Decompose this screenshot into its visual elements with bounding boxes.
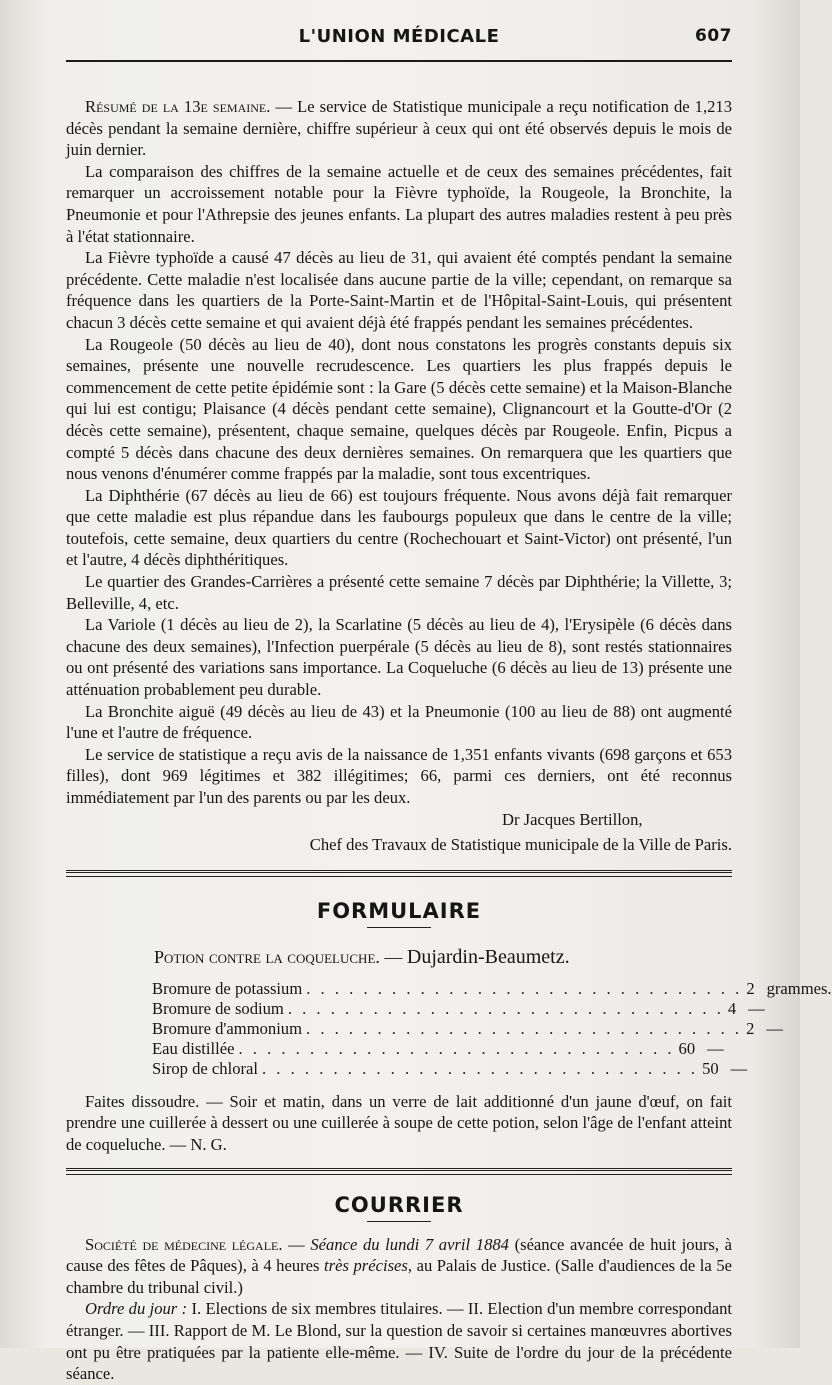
statistique-paragraph: Le service de statistique a reçu avis de la naissance de 1,351 enfants vivants (698 garçons et 653 filles), dont 969 légitimes et 382 illégitimes; 66, parmi ces derniers, ont été reconnus immédiatement par l'un des parents ou par les deux. [66,744,732,807]
ingredient-row: Bromure d'ammonium . . . . . . . . . . . . . . . . . . . . . . . . . . . . . . . 2 — [152,1018,783,1038]
courrier-section [66,1234,732,1385]
ingredient-row: Bromure de sodium . . . . . . . . . . . . . . . . . . . . . . . . . . . . . . . 4 — [152,998,765,1018]
formulaire-title: FORMULAIRE [316,898,482,923]
statistique-paragraph: Le quartier des Grandes-Carrières a présenté cette semaine 7 décès par Diphthérie; la Villette, 3; Belleville, 4, etc. [66,572,732,613]
recipe-title: Potion contre la coqueluche. — Dujardin-Beaumetz. [154,945,570,968]
statistique-paragraph: La comparaison des chiffres de la semaine actuelle et de ceux des semaines précédentes, fait remarquer un accroissement notable pour la Fièvre typhoïde, la Rougeole, la Bronchite, la Pneumonie et pour l'Athrepsie des jeunes enfants. La plupart des autres maladies restent à peu près à l'état stationnaire. [66,161,732,246]
courrier-paragraph: Société de médecine légale. — Séance du lundi 7 avril 1884 (séance avancée de huit jours, à cause des fêtes de Pâques), à 4 heures très précises, au Palais de Justice. (Salle d'audiences de la 5e chambre du tribunal civil.) [66,1234,733,1297]
title-underline [367,1221,431,1222]
statistique-paragraph: La Diphthérie (67 décès au lieu de 66) est toujours fréquente. Nous avons déjà fait remarquer que cette maladie est plus répandue dans les faubourgs populeux que dans le centre de la ville; toutefois, cette semaine, deux quartiers du centre (Rochechouart et Saint-Victor) ont présenté, l'un et l'autre, 4 décès diphthéritiques. [66,485,732,570]
society-name: Société de médecine légale. [85,1234,283,1254]
courrier-title: COURRIER [334,1192,464,1217]
recipe-author: Dujardin-Beaumetz. [406,945,570,968]
page-number: 607 [695,26,732,46]
statistique-lead-label: Résumé de la 13e semaine. [85,97,271,116]
statistique-paragraph: La Variole (1 décès au lieu de 2), la Scarlatine (5 décès au lieu de 4), l'Erysipèle (6 décès dans chacune des deux semaines), l'Infection puerpérale (5 décès au lieu de 8), sont restés stationnaires ou ont présenté des variations sans importance. La Coqueluche (6 décès au lieu de 13) présente une atténuation probablement peu durable. [66,615,732,700]
signature-name: Dr Jacques Bertillon, [502,809,643,829]
statistique-paragraph: La Fièvre typhoïde a causé 47 décès au lieu de 31, qui avaient été comptés pendant la semaine précédente. Cette maladie n'est localisée dans aucune partie de la ville; cependant, on remarque sa fréquence dans les quartiers de la Porte-Saint-Martin et de l'Hôpital-Saint-Louis, qui présentent chacun 3 décès cette semaine et qui avaient déjà été frappés pendant les semaines précédentes. [66,248,732,332]
ordre-du-jour: Ordre du jour : I. Elections de six membres titulaires. — II. Election d'un membre correspondant étranger. — III. Rapport de M. Le Blond, sur la question de savoir si certaines manœuvres abortives ont pu être pratiquées par la patiente elle-même. — IV. Suite de l'ordre du jour de la précédente séance. [66,1299,732,1384]
statistique-paragraph: Résumé de la 13e semaine. — Le service de Statistique municipale a reçu notification de 1,213 décès pendant la semaine dernière, chiffre supérieur à ceux qui ont été observés depuis le mois de juin dernier. [66,97,733,160]
section-divider [66,870,732,877]
statistique-section [66,96,732,809]
title-underline [367,927,431,928]
ingredient-row: Eau distillée . . . . . . . . . . . . . . . . . . . . . . . . . . . . . . . 60 — [152,1038,724,1058]
ingredient-list [152,978,832,1079]
section-divider [66,1168,732,1175]
signature-title: Chef des Travaux de Statistique municipale de la Ville de Paris. [309,835,732,855]
recipe-instructions: Faites dissoudre. — Soir et matin, dans un verre de lait additionné d'un jaune d'œuf, on fait prendre une cuillerée à dessert ou une cuillerée à soupe de cette potion, selon l'âge de l'enfant atteint de coqueluche. — N. G. [66,1091,732,1154]
ingredient-row: Sirop de chloral . . . . . . . . . . . . . . . . . . . . . . . . . . . . . . . 50 — [152,1058,748,1078]
statistique-paragraph: La Bronchite aiguë (49 décès au lieu de 43) et la Pneumonie (100 au lieu de 88) ont augmenté l'une et l'autre de fréquence. [66,701,732,743]
running-header [66,26,732,56]
journal-title: L'UNION MÉDICALE [298,26,500,47]
statistique-paragraph: La Rougeole (50 décès au lieu de 40), dont nous constatons les progrès constants depuis six semaines, présente une nouvelle recrudescence. Les quartiers les plus frappés depuis le commencement de cette petite épidémie sont : la Gare (5 décès cette semaine) et la Maison-Blanche qui lui est contigu; Plaisance (4 décès pendant cette semaine), Clignancourt et la Goutte-d'Or (2 décès cette semaine), présentent, chaque semaine, quelques décès par Rougeole. Enfin, Picpus a compté 5 décès dans chacune des deux dernières semaines. On remarquera que les quartiers que nous venons d'énumérer comme frappés par la maladie, sont tous excentriques. [66,334,732,484]
ingredient-row: Bromure de potassium . . . . . . . . . . . . . . . . . . . . . . . . . . . . . . . 2 grammes. [152,978,832,998]
header-rule [66,60,732,62]
seance-date: Séance du lundi 7 avril 1884 [310,1234,509,1254]
recipe-instructions-block [66,1091,732,1156]
